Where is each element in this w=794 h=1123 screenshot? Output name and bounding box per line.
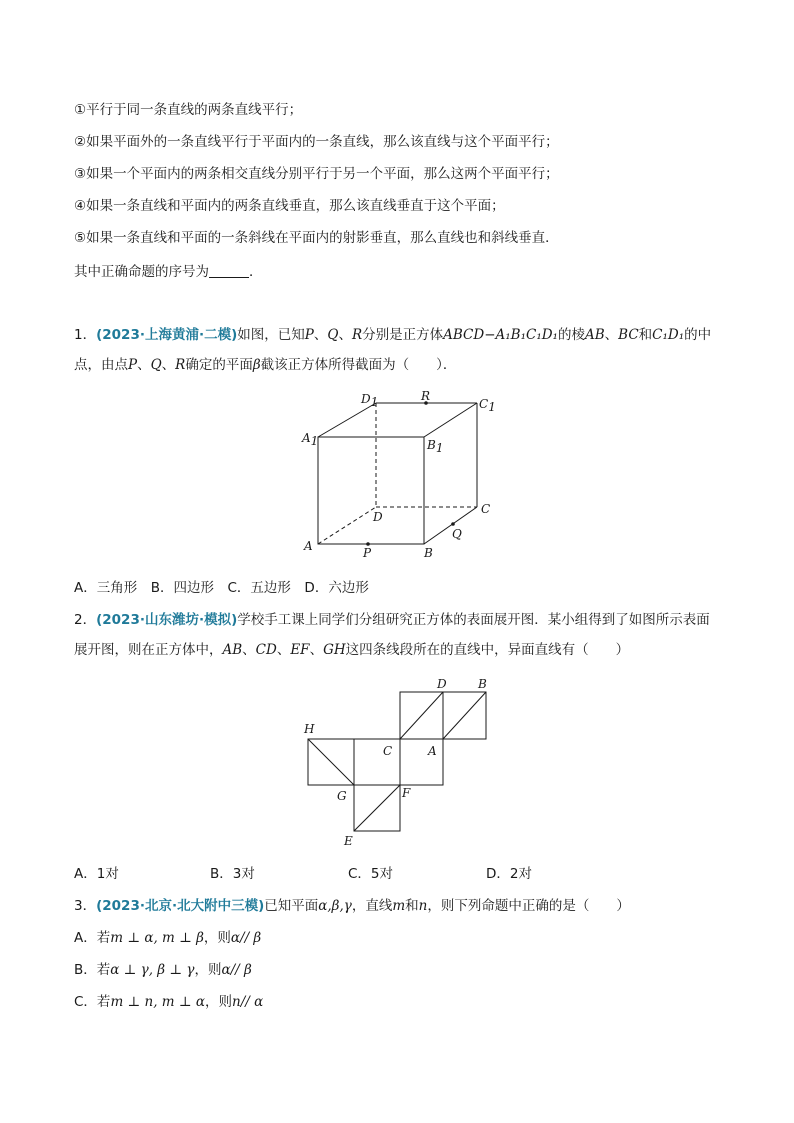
label-q: Q xyxy=(452,527,462,541)
q2-option-b: B．3对 xyxy=(210,866,255,882)
q3-line-1: 3．(2023·北京·北大附中三模)已知平面α,β,γ，直线m和n，则下列命题中正确的是（ ） xyxy=(74,898,630,914)
premise-1: ①平行于同一条直线的两条直线平行； xyxy=(74,102,303,118)
premise-2: ②如果平面外的一条直线平行于平面内的一条直线，那么该直线与这个平面平行； xyxy=(74,134,559,150)
point-q xyxy=(451,522,455,526)
edge-a-d-hidden xyxy=(318,507,376,544)
conclusion-line: 其中正确命题的序号为 ． xyxy=(74,264,263,280)
label-c: C xyxy=(481,502,491,516)
net-label-f: F xyxy=(402,786,411,800)
net-label-g: G xyxy=(337,789,347,803)
q3-option-b: B．若α ⊥ γ, β ⊥ γ，则α// β xyxy=(74,962,252,978)
segment-ef xyxy=(354,785,400,831)
label-d1: D1 xyxy=(361,392,379,409)
edge-b-c xyxy=(424,507,477,544)
label-c1: C1 xyxy=(479,397,496,414)
q1-line-1: 1．(2023·上海黄浦·二模)如图，已知P、Q、R分别是正方体ABCD−A₁B₁C₁D₁的棱AB、BC和C₁D₁的中 xyxy=(74,327,712,343)
cube-front-face xyxy=(318,437,424,544)
net-label-b: B xyxy=(478,677,487,691)
net-label-h: H xyxy=(304,722,315,736)
label-b1: B1 xyxy=(427,438,444,455)
premise-3: ③如果一个平面内的两条相交直线分别平行于另一个平面，那么这两个平面平行； xyxy=(74,166,559,182)
premise-4: ④如果一条直线和平面内的两条直线垂直，那么该直线垂直于这个平面； xyxy=(74,198,505,214)
edge-a1-d1 xyxy=(318,403,376,437)
premise-5: ⑤如果一条直线和平面的一条斜线在平面内的射影垂直，那么直线也和斜线垂直． xyxy=(74,230,559,246)
q2-source: (2023·山东潍坊·模拟) xyxy=(96,612,238,628)
segment-gh xyxy=(308,739,354,785)
label-r: R xyxy=(421,389,431,403)
label-p: P xyxy=(363,546,372,560)
q3-source: (2023·北京·北大附中三模) xyxy=(96,898,265,914)
q3-option-c: C．若m ⊥ n, m ⊥ α，则n// α xyxy=(74,994,264,1010)
cube-net-figure xyxy=(308,692,486,831)
q1-options: A．三角形 B．四边形 C．五边形 D．六边形 xyxy=(74,580,369,596)
q1-source: (2023·上海黄浦·二模) xyxy=(96,327,238,343)
net-label-e: E xyxy=(344,834,353,848)
label-a1: A1 xyxy=(302,431,319,448)
q1-line-2: 点，由点P、Q、R确定的平面β截该正方体所得截面为（ ）． xyxy=(74,357,457,373)
q2-option-c: C．5对 xyxy=(348,866,394,882)
label-a: A xyxy=(304,539,313,553)
label-d: D xyxy=(373,510,383,524)
q2-line-1: 2．(2023·山东潍坊·模拟)学校手工课上同学们分组研究正方体的表面展开图．某小组得到了如图所示表面 xyxy=(74,612,710,628)
net-label-a: A xyxy=(428,744,437,758)
net-label-c: C xyxy=(383,744,393,758)
q2-option-d: D．2对 xyxy=(486,866,532,882)
net-label-d: D xyxy=(437,677,447,691)
q2-option-a: A．1对 xyxy=(74,866,119,882)
segment-cd xyxy=(400,692,443,739)
q3-option-a: A．若m ⊥ α, m ⊥ β，则α// β xyxy=(74,930,262,946)
label-b: B xyxy=(424,546,433,560)
q2-line-2: 展开图，则在正方体中，AB、CD、EF、GH这四条线段所在的直线中，异面直线有（ ） xyxy=(74,642,630,658)
net-square-mid-2 xyxy=(354,739,400,785)
segment-ab xyxy=(443,692,486,739)
edge-b1-c1 xyxy=(424,403,477,437)
